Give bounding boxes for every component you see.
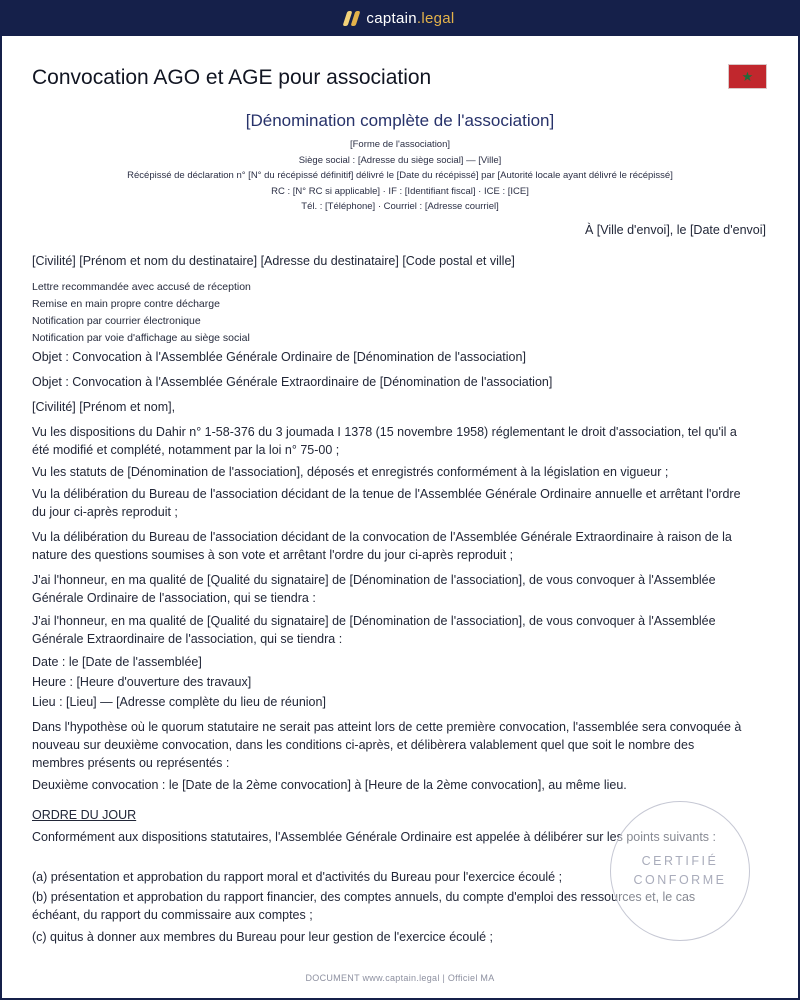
association-header [2, 137, 798, 215]
agenda-heading: ORDRE DU JOUR [32, 808, 137, 822]
meeting-time: Heure : [Heure d'ouverture des travaux] [32, 675, 252, 689]
agenda-item: (a) présentation et approbation du rapport moral et d'activités du Bureau pour l'exercice écoulé ; [32, 870, 563, 884]
stamp-line: CONFORME [633, 873, 727, 887]
association-name: [Dénomination complète de l'association] [245, 111, 555, 130]
agenda-item: (c) quitus à donner aux membres du Bureau pour leur gestion de l'exercice écoulé ; [32, 930, 493, 944]
recital: Vu les dispositions du Dahir n° 1-58-376 du 3 joumada I 1378 (15 novembre 1958) réglementant le droit d'association, tel qu'il a été modifié et complété, notamment par la loi n° 75-00 ; [32, 425, 737, 457]
delivery-method: Notification par courrier électronique [32, 315, 201, 327]
document-page [2, 36, 798, 998]
header-line: Tél. : [Téléphone] · Courriel : [Adresse courriel] [301, 201, 499, 212]
delivery-method: Notification par voie d'affichage au siège social [32, 332, 250, 344]
footer: DOCUMENT www.captain.legal | Officiel MA [305, 973, 495, 983]
delivery-method: Remise en main propre contre décharge [32, 298, 220, 310]
salutation: [Civilité] [Prénom et nom], [32, 400, 176, 414]
header-line: Siège social : [Adresse du siège social] — [Ville] [298, 154, 502, 166]
brand-logo[interactable] [345, 10, 454, 27]
delivery-method: Lettre recommandée avec accusé de réception [32, 281, 251, 293]
subject-age: Objet : Convocation à l'Assemblée Générale Extraordinaire de [Dénomination de l'association] [32, 375, 553, 389]
header-line: Récépissé de déclaration n° [N° du récépissé définitif] délivré le [Date du récépissé] par [Autorité locale ayant délivré le récépissé] [127, 170, 673, 181]
morocco-flag-icon: ★ [728, 64, 767, 89]
header-line: [Forme de l'association] [349, 139, 451, 150]
brand-mark-icon [343, 11, 361, 26]
certified-stamp [610, 801, 750, 941]
place-date: À [Ville d'envoi], le [Date d'envoi] [584, 223, 766, 237]
header-line: RC : [N° RC si applicable] · IF : [Identifiant fiscal] · ICE : [ICE] [271, 185, 529, 197]
recital: Vu la délibération du Bureau de l'association décidant de la convocation de l'Assemblée Générale Extraordinaire à raison de la nature des questions soumises à son vote et arrêtant l'ordre du jour ci-après reproduit ; [32, 530, 732, 562]
subject-ago: Objet : Convocation à l'Assemblée Générale Ordinaire de [Dénomination de l'association] [32, 350, 526, 364]
top-bar [0, 0, 800, 36]
stamp-line: CERTIFIÉ [641, 854, 719, 868]
brand-name: captain.legal [366, 9, 455, 27]
second-convocation: Deuxième convocation : le [Date de la 2ème convocation] à [Heure de la 2ème convocation], au même lieu. [32, 778, 627, 792]
recipient: [Civilité] [Prénom et nom du destinataire] [Adresse du destinataire] [Code postal et ville] [32, 254, 515, 268]
agenda-intro: Conformément aux dispositions statutaires, l'Assemblée Générale Ordinaire est appelée à délibérer sur les points suivants : [32, 830, 716, 844]
recital: Vu la délibération du Bureau de l'association décidant de la tenue de l'Assemblée Générale Ordinaire annuelle et arrêtant l'ordre du jour ci-après reproduit ; [32, 487, 741, 519]
recital: Vu les statuts de [Dénomination de l'association], déposés et enregistrés conformément à la législation en vigueur ; [32, 465, 669, 479]
honour-ago: J'ai l'honneur, en ma qualité de [Qualité du signataire] de [Dénomination de l'association], de vous convoquer à l'Assemblée Générale Ordinaire de l'association, qui se tiendra : [32, 573, 716, 605]
document-title: Convocation AGO et AGE pour association [32, 66, 432, 89]
meeting-date: Date : le [Date de l'assemblée] [32, 655, 202, 669]
honour-age: J'ai l'honneur, en ma qualité de [Qualité du signataire] de [Dénomination de l'association], de vous convoquer à l'Assemblée Générale Extraordinaire de l'association, qui se tiendra : [32, 614, 716, 646]
agenda-item: (b) présentation et approbation du rapport financier, des comptes annuels, du compte d'emploi des ressources et, le cas échéant, du rapport du commissaire aux comptes ; [32, 890, 696, 922]
meeting-place: Lieu : [Lieu] — [Adresse complète du lieu de réunion] [32, 695, 326, 709]
quorum-text: Dans l'hypothèse où le quorum statutaire ne serait pas atteint lors de cette première convocation, l'assemblée sera convoquée à nouveau sur deuxième convocation, dans les conditions ci-après, et délibèrera valablement quel que soit le nombre des membres présents ou représentés : [32, 720, 742, 770]
